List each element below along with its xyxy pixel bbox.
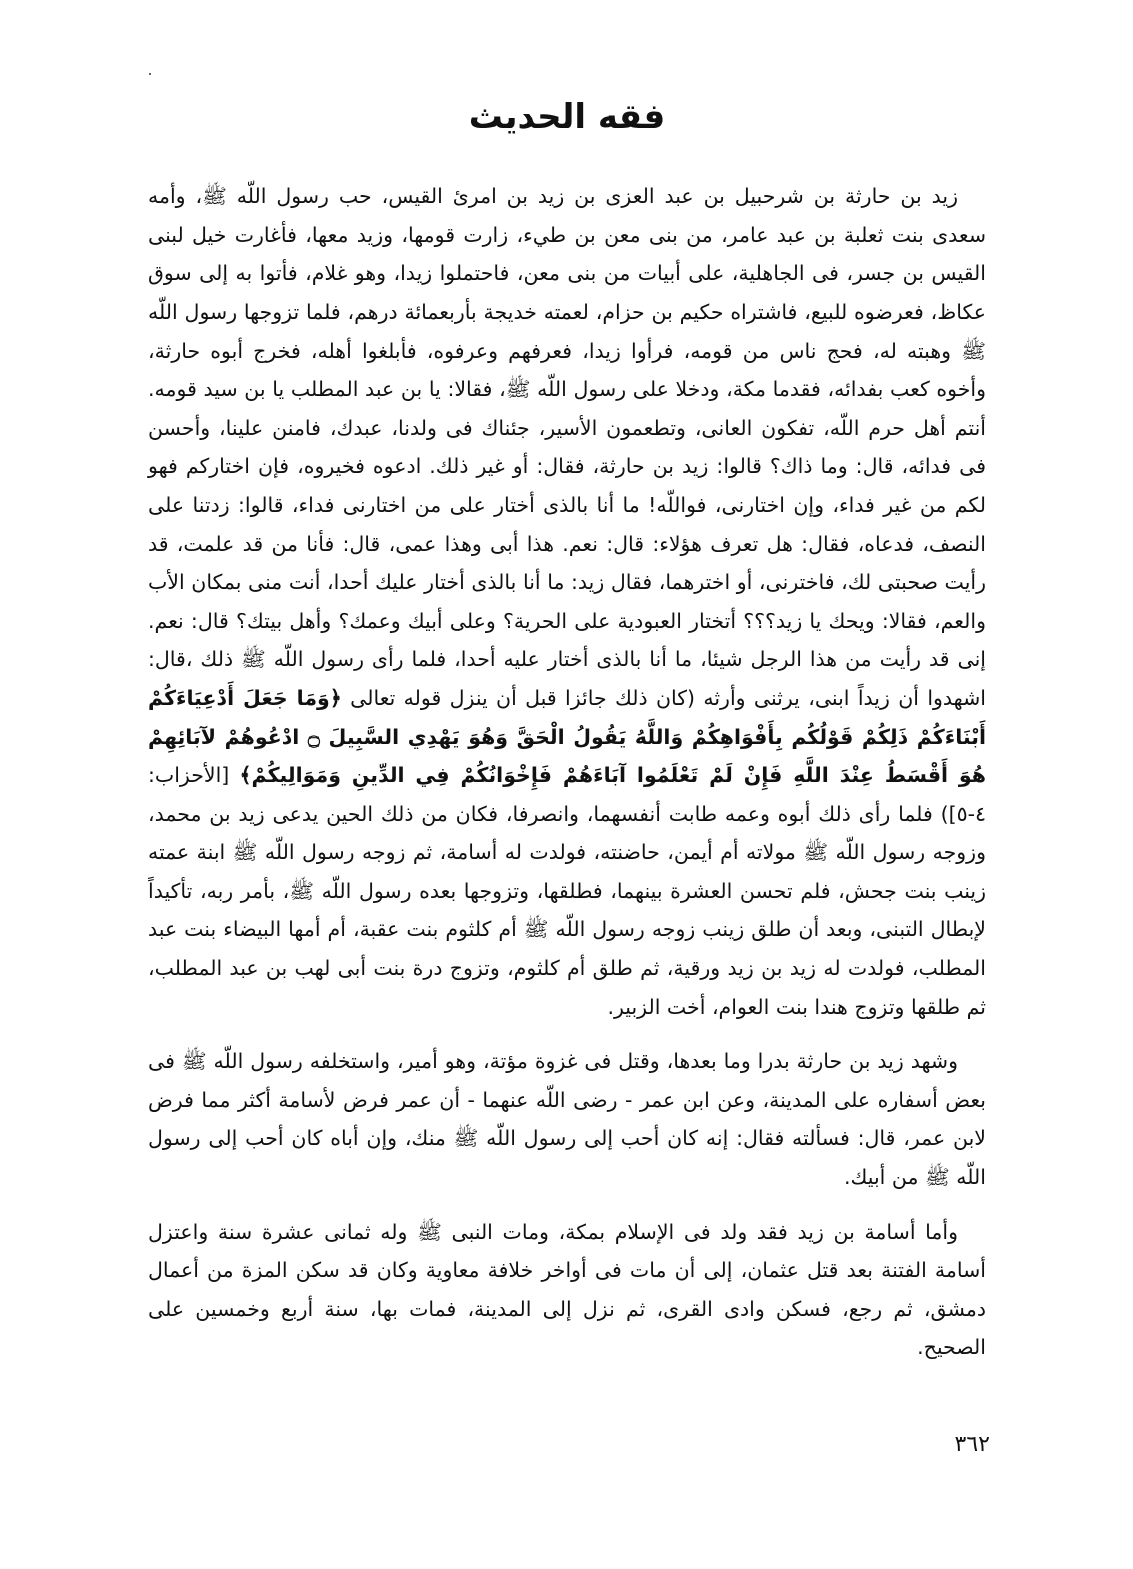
paragraph-text-after-verse: [الأحزاب: ٤-٥]) فلما رأى ذلك أبوه وعمه طابت أنفسهما، وانصرفا، فكان من ذلك الحين يدعى زيد بن محمد، وزوجه رسول اللّه ﷺ مولاته أم أيمن، حاضنته، فولدت له أسامة، ثم زوجه رسول اللّه ﷺ ابنة عمته زينب بنت جحش، فلم تحسن العشرة بينهما، فطلقها، وتزوجها بعده رسول اللّه ﷺ، بأمر ربه، تأكيداً لإبطال التبنى، وبعد أن طلق زينب زوجه رسول اللّه ﷺ أم كلثوم بنت عقبة، أم أمها البيضاء بنت عبد المطلب، فولدت له زيد بن زيد ورقية، ثم طلق أم كلثوم، وتزوج درة بنت أبى لهب بن عبد المطلب، ثم طلقها وتزوج هندا بنت العوام، أخت الزبير. bbox=[148, 763, 986, 1019]
paragraph-zaid-biography bbox=[148, 177, 986, 1026]
quran-verse: ﴿وَمَا جَعَلَ أَدْعِيَاءَكُمْ أَبْنَاءَكُمْ ذَلِكُمْ قَوْلُكُم بِأَفْوَاهِكُمْ وَاللَّهُ يَقُولُ الْحَقَّ وَهُوَ يَهْدِي السَّبِيلَ ۝ ادْعُوهُمْ لآبَائِهِمْ هُوَ أَقْسَطُ عِنْدَ اللَّهِ فَإِنْ لَمْ تَعْلَمُوا آبَاءَهُمْ فَإِخْوَانُكُمْ فِي الدِّينِ وَمَوَالِيكُمْ﴾ bbox=[148, 685, 987, 788]
page-title: فقه الحديث bbox=[468, 97, 666, 137]
page-content bbox=[148, 95, 986, 1383]
paragraph-usama: وأما أسامة بن زيد فقد ولد فى الإسلام بمكة، ومات النبى ﷺ وله ثمانى عشرة سنة واعتزل أسامة الفتنة بعد قتل عثمان، إلى أن مات فى أواخر خلافة معاوية وكان قد سكن المزة من أعمال دمشق، ثم رجع، فسكن وادى القرى، ثم نزل إلى المدينة، فمات بها، سنة أربع وخمسين على الصحيح. bbox=[148, 1219, 986, 1360]
page-number: ٣٦٢ bbox=[954, 1432, 990, 1457]
paragraph-zaid-death: وشهد زيد بن حارثة بدرا وما بعدها، وقتل فى غزوة مؤتة، وهو أمير، واستخلفه رسول اللّه ﷺ فى بعض أسفاره على المدينة، وعن ابن عمر - رضى اللّه عنهما - أن عمر فرض لأسامة أكثر مما فرض لابن عمر، قال: فسألته فقال: إنه كان أحب إلى رسول اللّه ﷺ منك، وإن أباه كان أحب إلى رسول اللّه ﷺ من أبيك. bbox=[148, 1049, 986, 1190]
paragraph-text-before-verse: زيد بن حارثة بن شرحبيل بن عبد العزى بن زيد بن امرئ القيس، حب رسول اللّه ﷺ، وأمه سعدى بنت ثعلبة بن عبد عامر، من بنى معن بن طيء، زارت قومها، وزيد معها، فأغارت خيل لبنى القيس بن جسر، فى الجاهلية، على أبيات من بنى معن، فاحتملوا زيدا، وهو غلام، فأتوا به إلى سوق عكاظ، فعرضوه للبيع، فاشتراه حكيم بن حزام، لعمته خديجة بأربعمائة درهم، فلما تزوجها رسول اللّه ﷺ وهبته له، فحج ناس من قومه، فرأوا زيدا، فعرفهم وعرفوه، فأبلغوا أهله، فخرج أبوه حارثة، وأخوه كعب بفدائه، فقدما مكة، ودخلا على رسول اللّه ﷺ، فقالا: يا بن عبد المطلب يا بن سيد قومه. أنتم أهل حرم اللّه، تفكون العانى، وتطعمون الأسير، جئناك فى ولدنا، عبدك، فامنن علينا، وأحسن فى فدائه، قال: وما ذاك؟ قالوا: زيد بن حارثة، فقال: أو غير ذلك. ادعوه فخيروه، فإن اختاركم فهو لكم من غير فداء، وإن اختارنى، فواللّه! ما أنا بالذى أختار على من اختارنى فداء، قالوا: زدتنا على النصف، فدعاه، فقال: هل تعرف هؤلاء: قال: نعم. هذا أبى وهذا عمى، قال: فأنا من قد علمت، قد رأيت صحبتى لك، فاخترنى، أو اخترهما، فقال زيد: ما أنا بالذى أختار عليك أحدا، أنت منى بمكان الأب والعم، فقالا: ويحك يا زيد؟؟؟ أتختار العبودية على الحرية؟ وعلى أبيك وعمك؟ وأهل بيتك؟ قال: نعم. إنى قد رأيت من هذا الرجل شيئا، ما أنا بالذى أختار عليه أحدا، فلما رأى رسول اللّه ﷺ ذلك ،قال: اشهدوا أن زيداً ابنى، يرثنى وأرثه (كان ذلك جائزا قبل أن ينزل قوله تعالى bbox=[148, 184, 987, 710]
scan-speck bbox=[149, 73, 151, 75]
